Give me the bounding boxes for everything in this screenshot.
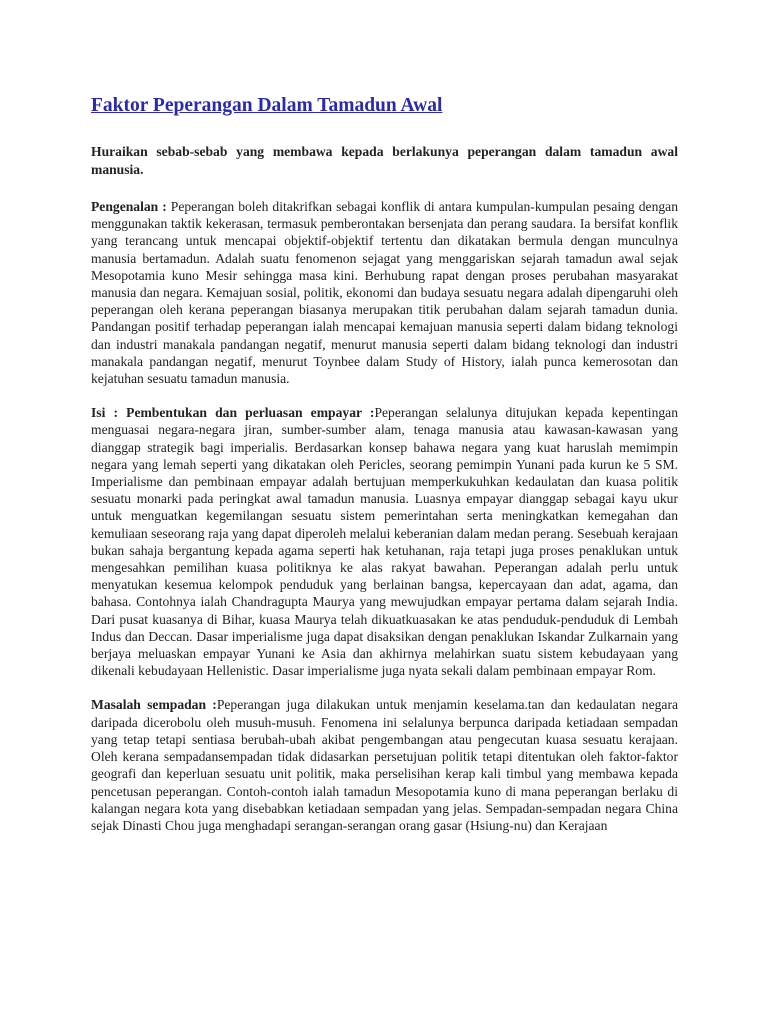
- document-content: [91, 93, 678, 851]
- section-heading: Isi : Pembentukan dan perluasan empayar :: [91, 405, 375, 421]
- section-heading: Pengenalan :: [91, 199, 171, 214]
- section-pengenalan: [91, 198, 678, 387]
- essay-question: Huraikan sebab-sebab yang membawa kepada berlakunya peperangan dalam tamadun awal manusia.: [91, 144, 678, 177]
- section-masalah-sempadan: [91, 696, 678, 834]
- section-body: Peperangan selalunya ditujukan kepada kepentingan menguasai negara-negara jiran, sumber-sumber alam, tenaga manusia atau kawasan-kawasan yang dianggap strategik bagi imperialis. Berdasarkan konsep bahawa negara yang kuat haruslah memimpin negara yang lemah seperti yang dikatakan oleh Pericles, seorang pemimpin Yunani pada kurun ke 5 SM. Imperialisme dan pembinaan empayar adalah bertujuan memperkukuhkan kedaulatan dan kuasa politik sesuatu monarki pada peringkat awal tamadun manusia. Luasnya empayar dianggap sebagai kayu ukur untuk menguatkan kegemilangan sesuatu sistem pemerintahan serta meningkatkan kemegahan dan kemuliaan seseorang raja yang dapat diperoleh melalui keberanian dalam medan perang. Sesebuah kerajaan bukan sahaja bergantung kepada agama seperti hak ketuhanan, raja tetapi juga proses penaklukan untuk mengesahkan pemilihan kuasa politiknya ke alas rakyat bawahan. Peperangan adalah perlu untuk menyatukan kesemua kelompok penduduk yang berlainan bangsa, kepercayaan dan adat, agama, dan bahasa. Contohnya ialah Chandragupta Maurya yang mewujudkan empayar pertama dalam sejarah India. Dari pusat kuasanya di Bihar, kuasa Maurya telah dikuatkuasakan ke atas penduduk-penduduk di Lembah Indus dan Deccan. Dasar imperialisme juga dapat disaksikan dengan penaklukan Iskandar Zulkarnain yang berjaya meluaskan empayar Yunani ke Asia dan akhirnya melahirkan suatu sistem kebudayaan yang dikenali kebudayaan Hellenistic. Dasar imperialisme juga nyata sekali dalam pembinaan empayar Rom.: [91, 405, 678, 679]
- section-heading: Masalah sempadan :: [91, 697, 217, 713]
- document-title[interactable]: Faktor Peperangan Dalam Tamadun Awal: [91, 95, 443, 116]
- section-isi-empayar: [91, 404, 678, 679]
- section-body: Peperangan boleh ditakrifkan sebagai konflik di antara kumpulan-kumpulan pesaing dengan menggunakan taktik kekerasan, termasuk pemberontakan bersenjata dan perang saudara. Ia bersifat konflik yang terancang untuk mencapai objektif-objektif tertentu dan dikatakan bermula dengan munculnya manusia bertamadun. Adalah suatu fenomenon sejagat yang menggariskan sejarah tamadun awal sejak Mesopotamia kuno Mesir sehingga masa kini. Berhubung rapat dengan proses perubahan masyarakat manusia dan negara. Kemajuan sosial, politik, ekonomi dan budaya sesuatu negara adalah dipengaruhi oleh peperangan oleh kerana peperangan biasanya merupakan titik perubahan dalam sejarah tamadun dunia. Pandangan positif terhadap peperangan ialah mencapai kemajuan manusia seperti dalam bidang teknologi dan industri manakala pandangan negatif, menurut manusia seperti dalam bidang teknologi dan industri manakala pandangan negatif, menurut Toynbee dalam Study of History, ialah punca kemerosotan dan kejatuhan sesuatu tamadun manusia.: [91, 199, 678, 387]
- section-body: Peperangan juga dilakukan untuk menjamin keselama.tan dan kedaulatan negara daripada dicerobolu oleh musuh-musuh. Fenomena ini selalunya berpunca daripada ketiadaan sempadan yang tetap tetapi sentiasa berubah-ubah akibat pengembangan atau pengecutan kuasa sesuatu kerajaan. Oleh kerana sempadansempadan tidak didasarkan persetujuan politik tetapi ditentukan oleh faktor-faktor geografi dan keperluan sesuatu unit politik, maka perselisihan kerap kali timbul yang membawa kepada pencetusan peperangan. Contoh-contoh ialah tamadun Mesopotamia kuno di mana peperangan berlaku di kalangan negara kota yang disebabkan ketiadaan sempadan yang jelas. Sempadan-sempadan negara China sejak Dinasti Chou juga menghadapi serangan-serangan orang gasar (Hsiung-nu) dan Kerajaan: [91, 697, 678, 833]
